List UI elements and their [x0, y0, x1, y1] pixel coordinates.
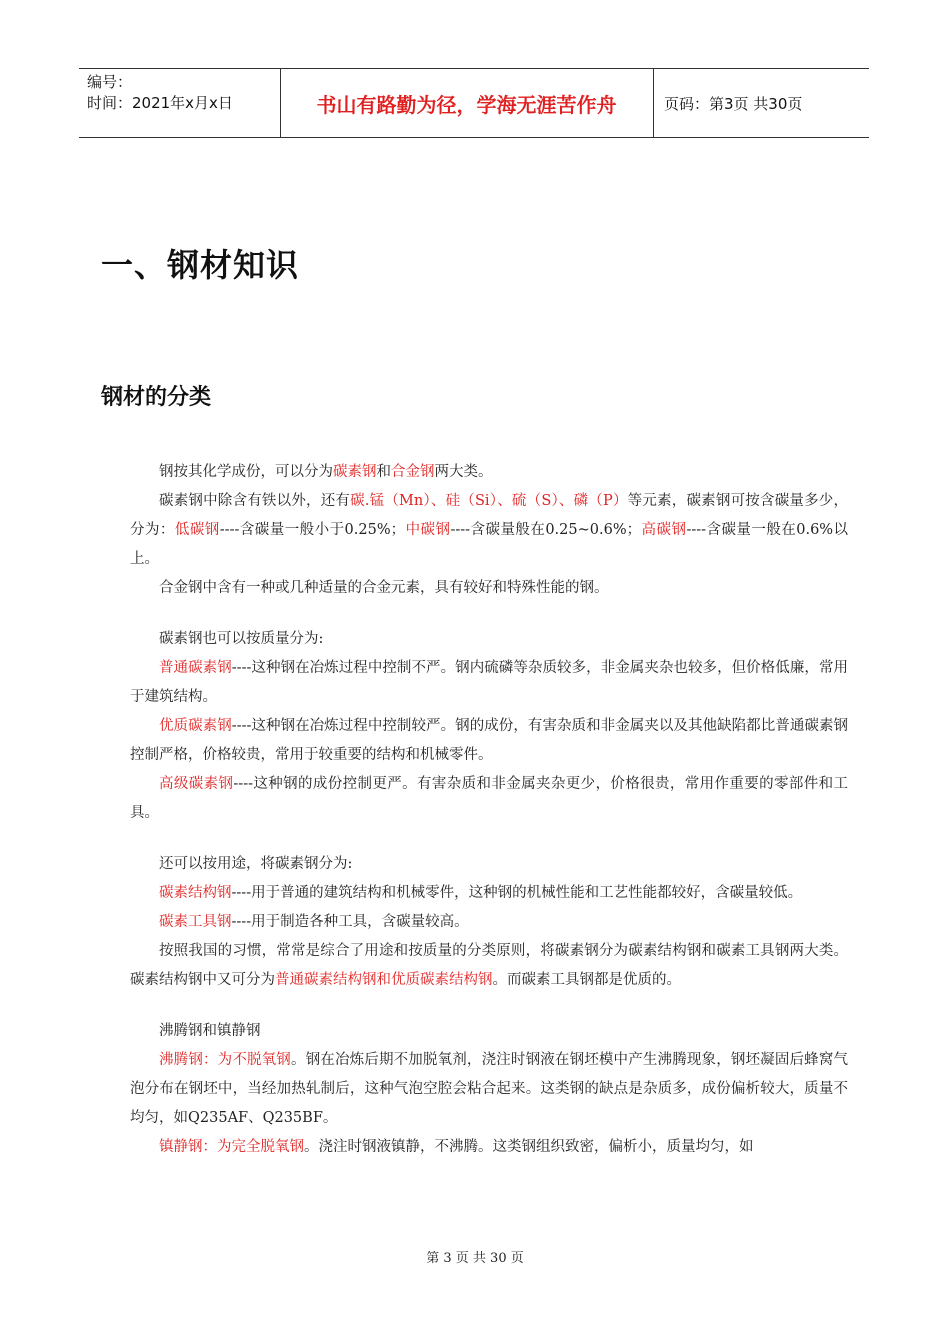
header-meta [87, 72, 233, 114]
document-body [130, 458, 848, 1162]
section-title: 钢材的分类 [101, 385, 212, 410]
header-motto: 书山有路勤为径，学海无涯苦作舟 [316, 92, 617, 117]
page-info: 页码：第3页 共30页 [664, 95, 803, 113]
paragraph: 按照我国的习惯，常常是综合了用途和按质量的分类原则，将碳素钢分为碳素结构钢和碳素工具钢两大类。碳素结构钢中又可分为普通碳素结构钢和优质碳素结构钢。而碳素工具钢都是优质的。 [130, 943, 848, 988]
paragraph: 还可以按用途，将碳素钢分为: [159, 856, 353, 872]
paragraph: 镇静钢：为完全脱氧钢。浇注时钢液镇静，不沸腾。这类钢组织致密，偏析小，质量均匀，如 [159, 1139, 754, 1155]
paragraph: 沸腾钢和镇静钢 [159, 1023, 261, 1039]
page-footer: 第 3 页 共 30 页 [426, 1251, 524, 1266]
paragraph: 普通碳素钢----这种钢在冶炼过程中控制不严。钢内硫磷等杂质较多，非金属夹杂也较多，但价格低廉，常用于建筑结构。 [130, 660, 848, 705]
paragraph: 碳素钢也可以按质量分为: [159, 631, 324, 647]
chapter-title: 一、钢材知识 [101, 246, 300, 284]
paragraph: 碳素工具钢----用于制造各种工具，含碳量较高。 [159, 914, 469, 930]
number-label: 编号： [87, 73, 133, 91]
paragraph: 碳素钢中除含有铁以外，还有碳.锰（Mn）、硅（Si）、硫（S）、磷（P）等元素，碳素钢可按含碳量多少，分为：低碳钢----含碳量一般小于0.25%；中碳钢----含碳量般在0.25~0.6%；高碳钢----含碳量一般在0.6%以上。 [130, 493, 849, 567]
header-divider [653, 69, 654, 137]
paragraph: 优质碳素钢----这种钢在冶炼过程中控制较严。钢的成份，有害杂质和非金属夹以及其他缺陷都比普通碳素钢控制严格，价格较贵，常用于较重要的结构和机械零件。 [130, 718, 848, 763]
page-header [79, 68, 869, 138]
paragraph: 钢按其化学成份，可以分为碳素钢和合金钢两大类。 [159, 464, 493, 480]
paragraph: 沸腾钢：为不脱氧钢。钢在冶炼后期不加脱氧剂，浇注时钢液在钢坯模中产生沸腾现象，钢坯凝固后蜂窝气泡分布在钢坯中，当经加热轧制后，这种气泡空腔会粘合起来。这类钢的缺点是杂质多，成份偏析较大，质量不均匀，如Q235AF、Q235BF。 [130, 1052, 848, 1126]
paragraph: 碳素结构钢----用于普通的建筑结构和机械零件，这种钢的机械性能和工艺性能都较好，含碳量较低。 [159, 885, 803, 901]
paragraph: 高级碳素钢----这种钢的成份控制更严。有害杂质和非金属夹杂更少，价格很贵，常用作重要的零部件和工具。 [130, 776, 848, 821]
time-label: 时间：2021年x月x日 [87, 94, 233, 112]
paragraph: 合金钢中含有一种或几种适量的合金元素，具有较好和特殊性能的钢。 [159, 580, 609, 596]
